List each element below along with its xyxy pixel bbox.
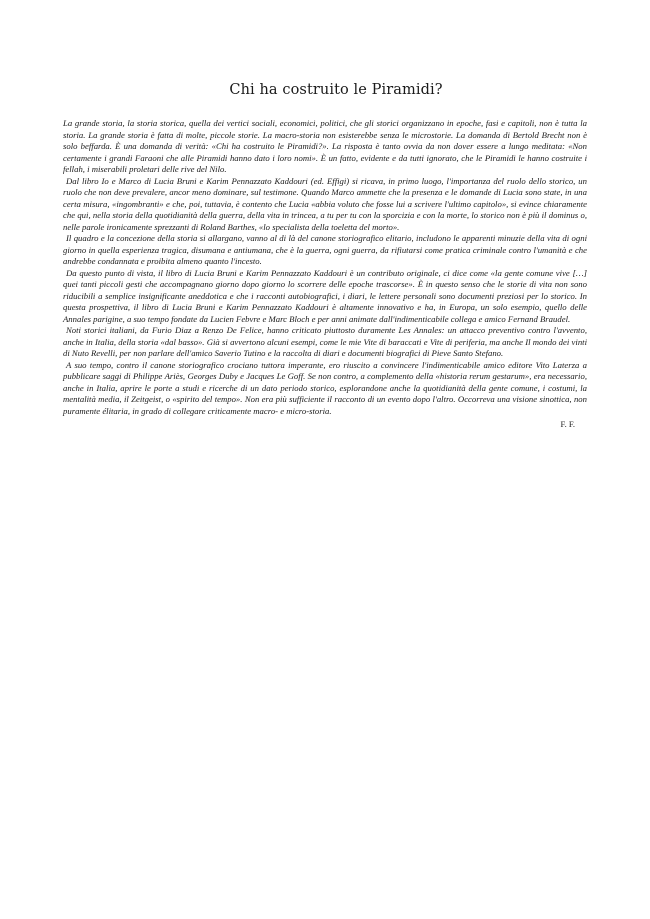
document-title: Chi ha costruito le Piramidi? [229,82,443,98]
article-body [63,118,587,417]
paragraph-4: Da questo punto di vista, il libro di Lucia Bruni e Karim Pennazzato Kaddouri è un contributo originale, ci dice come «la gente comune vive […] quei tanti piccoli gesti che accompagnano giorno dopo giorno lo scorrere delle epoche trascorse». È in questo senso che le storie di vita non sono riducibili a semplice insignificante aneddotica e che i racconti autobiografici, i diari, le lettere personali sono documenti preziosi per lo storico. In questa prospettiva, il libro di Lucia Bruni e Karim Pennazzato Kaddouri è altamente innovativo e ha, in Europa, un solo esempio, quello delle Annales parigine, a suo tempo fondate da Lucien Febvre e Marc Bloch e per anni animate dall'indimenticabile collega e amico Fernand Braudel. [63,267,587,324]
author-signature: F. F. [560,419,575,429]
paragraph-5: Noti storici italiani, da Furio Diaz a Renzo De Felice, hanno criticato piuttosto duramente Les Annales: un attacco preventivo contro l'avvento, anche in Italia, della storia «dal basso». Già si avvertono alcuni esempi, come le mie Vite di baraccati e Vite di periferia, ma anche Il mondo dei vinti di Nuto Revelli, per non parlare dell'amico Saverio Tutino e la raccolta di diari e documenti biografici di Pieve Santo Stefano. [63,325,587,358]
paragraph-6: A suo tempo, contro il canone storiografico crociano tuttora imperante, ero riuscito a convincere l'indimenticabile amico editore Vito Laterza a pubblicare saggi di Philippe Ariès, Georges Duby e Jacques Le Goff. Se non contro, a complemento della «historia rerum gestarum», era necessario, anche in Italia, aprire le porte a studi e ricerche di un dato periodo storico, esplorandone anche la quotidianità della gente comune, i costumi, la mentalità media, il Zeitgeist, o «spirito del tempo». Non era più sufficiente il racconto di un evento dopo l'altro. Occorreva una visione sinottica, non puramente élitaria, in grado di collegare criticamente macro- e micro-storia. [63,359,587,416]
document-page [63,82,587,429]
paragraph-2: Dal libro Io e Marco di Lucia Bruni e Karim Pennazzato Kaddouri (ed. Effigi) si ricava, in primo luogo, l'importanza del ruolo dello storico, un ruolo che non deve prevalere, ancor meno dominare, sul testimone. Quando Marco ammette che la presenza e le domande di Lucia sono state, in una certa misura, «ingombranti» e che, poi, tuttavia, è contento che Lucia «abbia voluto che fosse lui a scrivere l'ultimo capitolo», si evince chiaramente che qui, nella storia della quotidianità della guerra, della vita in trincea, a tu per tu con la sporcizia e con la morte, lo storico non è più il dominus o, nelle parole ironicamente sprezzanti di Roland Barthes, «lo specialista della toeletta del morto». [63,175,587,232]
paragraph-3: Il quadro e la concezione della storia si allargano, vanno al di là del canone storiografico elitario, includono le apparenti minuzie della vita di ogni giorno in quella esperienza tragica, disumana e antiumana, che è la guerra, ogni guerra, da rifiutarsi come pratica criminale contro l'umanità e che andrebbe condannata e proibita almeno quanto l'incesto. [63,233,587,266]
paragraph-1: La grande storia, la storia storica, quella dei vertici sociali, economici, politici, che gli storici organizzano in epoche, fasi e capitoli, non è tutta la storia. La grande storia è fatta di molte, piccole storie. La macro-storia non esisterebbe senza le microstorie. La domanda di Bertold Brecht non è solo beffarda. È una domanda di verità: «Chi ha costruito le Piramidi?». La risposta è tanto ovvia da non dover essere a lungo meditata: «Non certamente i grandi Faraoni che alle Piramidi hanno dato i loro nomi». È un fatto, evidente e da tutti ignorato, che le Piramidi le hanno costruite i fellah, i miserabili proletari delle rive del Nilo. [63,118,587,174]
